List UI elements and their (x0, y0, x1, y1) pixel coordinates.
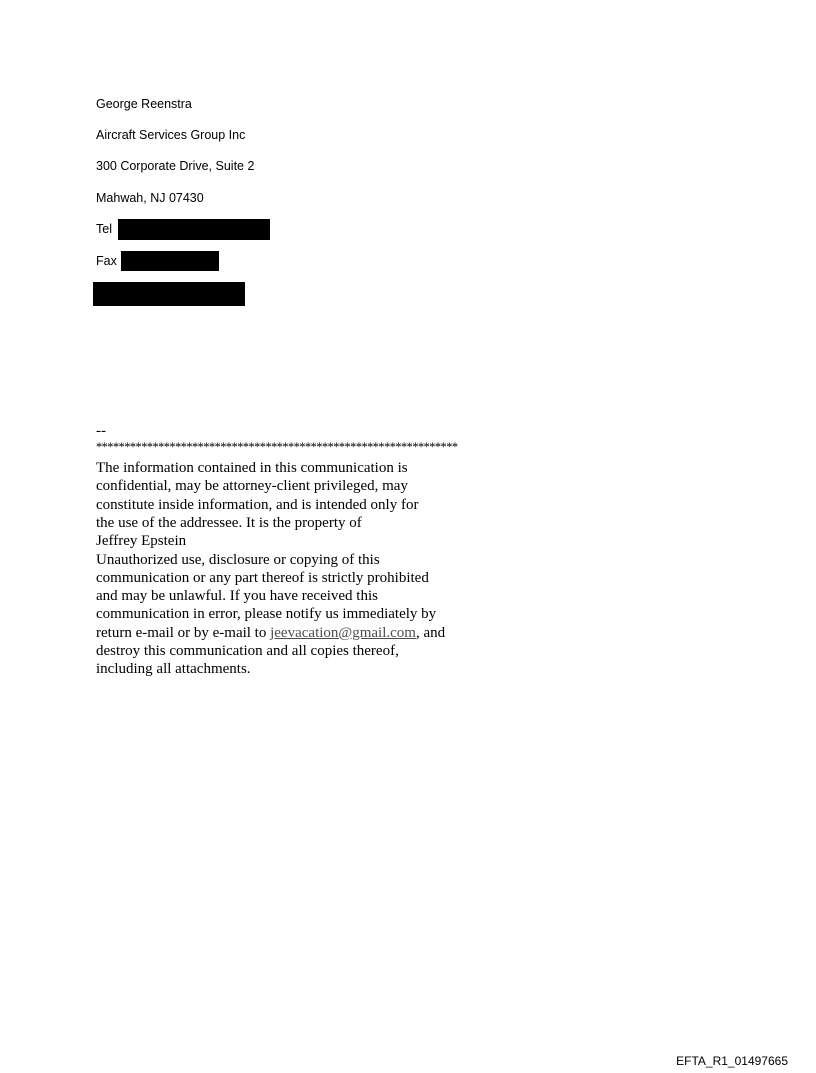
email-link[interactable]: jeevacation@gmail.com (270, 624, 416, 641)
email-line-suffix: , and (415, 624, 446, 641)
star-divider: **************************************************************** (96, 440, 458, 454)
sender-name: George Reenstra (96, 97, 192, 111)
separator: -- (96, 423, 106, 439)
email-line-prefix: return e-mail or by e-mail to (96, 624, 271, 641)
disclaimer-line: confidential, may be attorney-client privileged, may (96, 478, 408, 495)
disclaimer-line: the use of the addressee. It is the property of (96, 514, 362, 531)
street-address: 300 Corporate Drive, Suite 2 (96, 159, 255, 173)
email-redaction (93, 282, 245, 306)
disclaimer-line: communication in error, please notify us immediately by (96, 606, 437, 623)
disclaimer-line: destroy this communication and all copies thereof, (96, 643, 399, 659)
disclaimer-line: and may be unlawful. If you have received this (96, 588, 378, 605)
disclaimer-line: Jeffrey Epstein (96, 533, 187, 550)
document-id: EFTA_R1_01497665 (676, 1054, 788, 1068)
tel-label: Tel (96, 222, 112, 236)
disclaimer-line: The information contained in this communication is (96, 460, 408, 476)
fax-label: Fax (96, 254, 117, 268)
disclaimer-email-line (96, 624, 445, 642)
fax-redaction (121, 251, 219, 271)
disclaimer-line: Unauthorized use, disclosure or copying of this (96, 551, 380, 568)
disclaimer-line: communication or any part thereof is strictly prohibited (96, 569, 429, 586)
city-state-zip: Mahwah, NJ 07430 (96, 191, 204, 205)
disclaimer-line: including all attachments. (96, 661, 251, 678)
tel-redaction (118, 219, 270, 240)
company-name: Aircraft Services Group Inc (96, 128, 246, 142)
disclaimer-line: constitute inside information, and is intended only for (96, 496, 419, 513)
